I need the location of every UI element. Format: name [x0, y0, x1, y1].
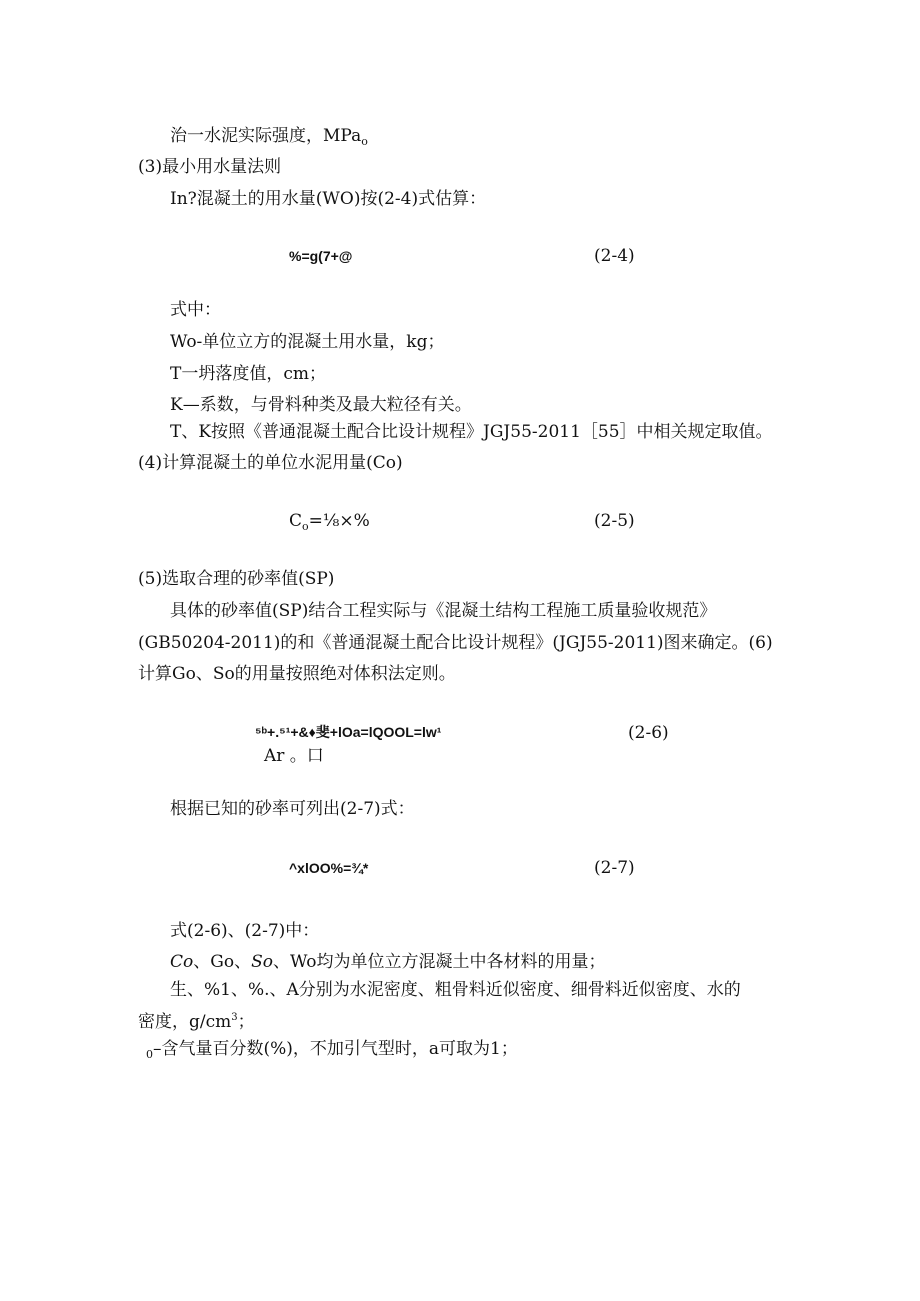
paragraph-t-k-reference: T、K按照《普通混凝土配合比设计规程》JGJ55-2011［55］中相关规定取值。 [170, 422, 773, 442]
formula-2-5: $C_o=\frac{1}{8}\times\%$ [289, 511, 370, 533]
equation-number-2-5: (2-5) [594, 511, 635, 531]
paragraph-sand-ratio-formula: 根据已知的砂率可列出(2-7)式： [170, 799, 415, 819]
equation-number-2-7: (2-7) [594, 858, 635, 878]
paragraph-sand-ratio-1: 具体的砂率值(SP)结合工程实际与《混凝土结构工程施工质量验收规范》 [170, 601, 717, 621]
section-4-heading: (4)计算混凝土的单位水泥用量(Co) [138, 453, 403, 473]
formula-2-4: %=g(7+@ [289, 248, 353, 264]
definition-material-amounts: Co、Go、So、Wo均为单位立方混凝土中各材料的用量； [170, 952, 606, 972]
paragraph-water-estimate: In?混凝土的用水量(WO)按(2-4)式估算： [170, 189, 487, 209]
section-5-heading: (5)选取合理的砂率值(SP) [138, 569, 335, 589]
equation-number-2-4: (2-4) [594, 246, 635, 266]
formula-2-6-bottom: Ar 。口 [264, 746, 324, 766]
where-label: 式中： [170, 300, 221, 320]
paragraph-sand-ratio-2: (GB50204-2011)的和《普通混凝土配合比设计规程》(JGJ55-2011)图来确定。(6) [138, 633, 773, 653]
formula-2-7: ^xlOO%=¾* [289, 860, 369, 876]
paragraph-sand-ratio-3: 计算Go、So的用量按照绝对体积法定则。 [138, 664, 456, 684]
definition-air-content: $_0$–含气量百分数(%)，不加引气型时，a可取为1； [146, 1039, 518, 1061]
section-3-heading: (3)最小用水量法则 [138, 157, 282, 177]
where-label-2-6-2-7: 式(2-6)、(2-7)中： [170, 921, 320, 941]
definition-densities: 生、%1、%.、A分别为水泥密度、粗骨料近似密度、细骨料近似密度、水的 [170, 980, 741, 1000]
definition-k: K—系数，与骨料种类及最大粒径有关。 [170, 395, 472, 415]
definition-t: T一坍落度值，cm； [170, 364, 326, 384]
formula-2-6-top: ⁵ᵇ+.⁵¹+&♦斐+lOa=lQOOL=lw¹ [255, 724, 442, 740]
definition-wo: Wo-单位立方的混凝土用水量，kg； [170, 332, 445, 352]
definition-fce: 治一水泥实际强度，MPa$_o$ [170, 126, 368, 148]
equation-number-2-6: (2-6) [628, 723, 669, 743]
definition-densities-unit: 密度，$g/cm^3$； [138, 1012, 255, 1032]
